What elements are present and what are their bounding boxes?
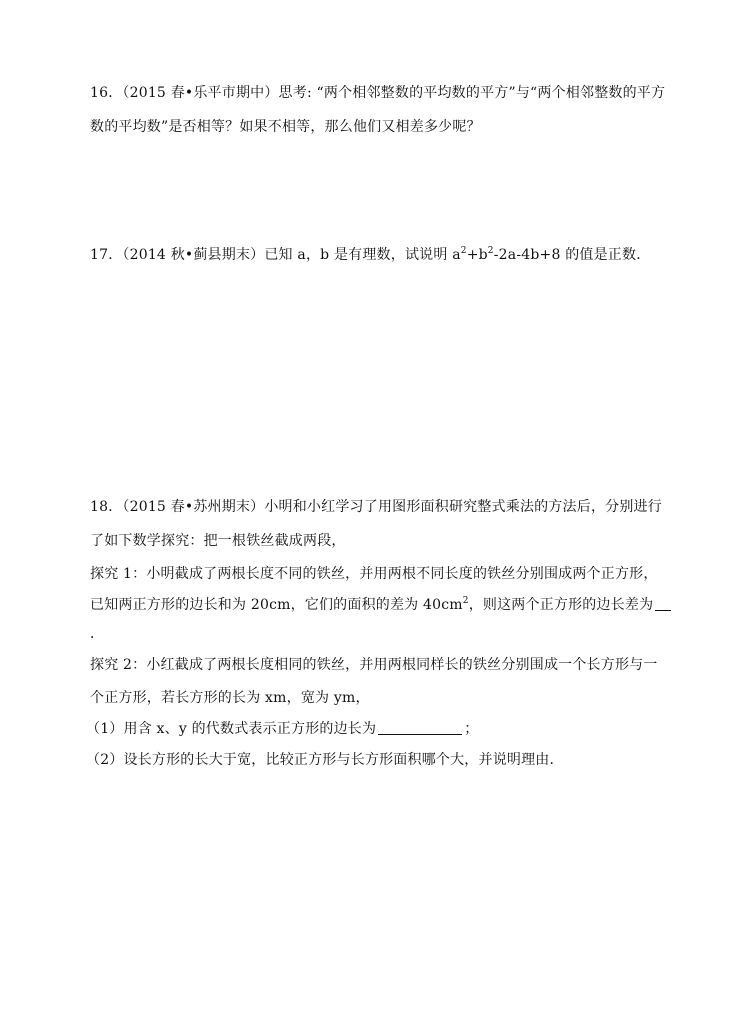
q18-explore1-suffix: ，则这两个正方形的边长差为 [468, 597, 654, 613]
q16-line-2: 数的平均数”是否相等？如果不相等，那么他们又相差多少呢？ [90, 119, 481, 135]
q18-explore2-line-1: 探究 2：小红截成了两根长度相同的铁丝，并用两根同样长的铁丝分别围成一个长方形与一 [90, 657, 658, 673]
q18-explore1-line-2 [90, 596, 671, 614]
q17-text-mid: +b [466, 247, 488, 263]
q18-line-1: 18．（2015 春•苏州期末）小明和小红学习了用图形面积研究整式乘法的方法后，分别进行 [90, 499, 662, 515]
q18-explore1-line-1: 探究 1：小明截成了两根长度不同的铁丝，并用两根不同长度的铁丝分别围成两个正方形， [90, 566, 658, 582]
q18-part-1 [86, 720, 478, 738]
q18-explore1-prefix: 已知两正方形的边长和为 20cm，它们的面积的差为 40cm [90, 597, 463, 613]
q18-part-1-suffix: ； [464, 721, 479, 737]
q17-exponent-a: 2 [460, 246, 467, 256]
q17-text-suffix: -2a-4b+8 的值是正数． [493, 247, 651, 263]
q18-part-2: （2）设长方形的长大于宽，比较正方形与长方形面积哪个大，并说明理由． [86, 752, 564, 768]
q18-area-unit-exponent: 2 [462, 596, 469, 606]
q18-explore1-end: ． [90, 626, 105, 642]
q18-explore2-line-2: 个正方形，若长方形的长为 xm，宽为 ym， [90, 690, 370, 706]
q18-answer-blank-1[interactable] [655, 596, 671, 611]
q17-exponent-b: 2 [487, 246, 494, 256]
q17-text-prefix: 17．（2014 秋•蓟县期末）已知 a，b 是有理数，试说明 a [90, 247, 461, 263]
q18-part-1-prefix: （1）用含 x、y 的代数式表示正方形的边长为 [86, 721, 377, 737]
q18-line-2: 了如下数学探究：把一根铁丝截成两段， [90, 533, 346, 549]
q17-line [90, 246, 650, 264]
q16-line-1: 16．（2015 春•乐平市期中）思考: “两个相邻整数的平均数的平方”与“两个相邻整数的平方 [90, 85, 666, 101]
q18-answer-blank-2[interactable] [378, 720, 462, 735]
